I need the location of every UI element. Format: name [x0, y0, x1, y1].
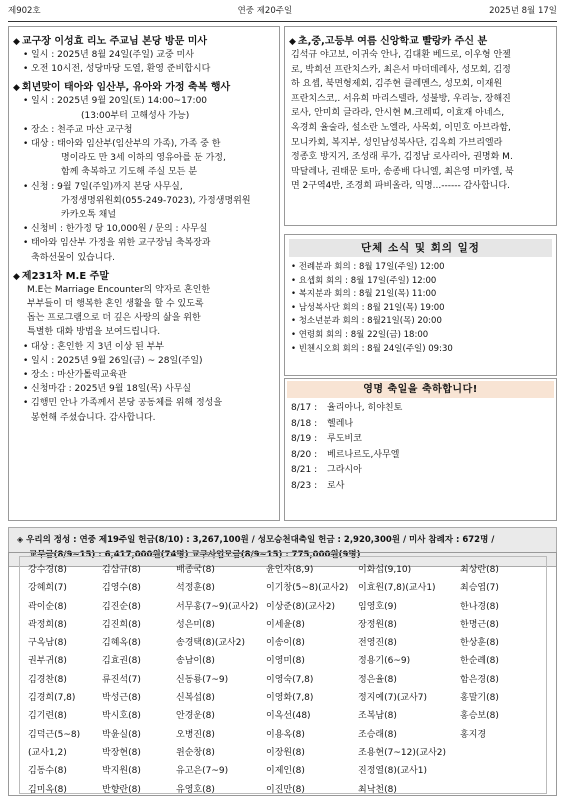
summer-school-donors-box: [284, 26, 557, 226]
list-item: • 태아와 임산부 가정을 위한 교구장님 축복장과 축하선물이 있습니다.: [23, 236, 275, 264]
list-item: • 대상 : 태아와 임산부(임산부의 가족), 가족 중 한 명이라도 만 3세 이하의 영유아를 둔 가정, 함께 축복하고 기도해 주실 모든 분: [23, 137, 275, 180]
list-item: • 김행민 안나 가족께서 본당 공동체를 위해 정성을 봉헌해 주셨습니다. 감사합니다.: [23, 396, 275, 424]
list-item: • 장소 : 마산가톨릭교육관: [23, 368, 275, 382]
diamond-icon: ◆: [13, 83, 20, 94]
donor-name: 이장원(8): [266, 747, 305, 758]
list-item: 8/23 : 로사: [291, 480, 345, 491]
diamond-icon: ◈: [17, 535, 24, 544]
donor-name: 오병진(8): [176, 729, 215, 740]
donor-name: 정은율(8): [358, 674, 397, 685]
donor-name: 박성근(8): [102, 693, 141, 704]
list-item: 8/18 : 헬레나: [291, 418, 354, 429]
donor-table: [19, 556, 547, 794]
donor-name: 석정훈(8): [176, 583, 215, 594]
donor-name: 김미옥(8): [28, 784, 67, 795]
donor-name: 송경택(8)(교사2): [176, 638, 245, 649]
donor-column-6: [460, 561, 499, 744]
list-item: • 일시 : 2025년 8월 24일(주일) 교중 미사: [23, 48, 275, 62]
list-item: • 일시 : 2025년 9월 26일(금) ~ 28일(주일): [23, 354, 275, 368]
list-item: • 요셉회 회의 : 8월 17일(주일) 12:00: [291, 275, 556, 289]
donor-name: 이효원(7,8)(교사1): [358, 583, 436, 594]
donor-name: 한상훈(8): [460, 638, 499, 649]
donor-name: 조용현(7~12)(교사2): [358, 747, 446, 758]
donor-name: 김경희(7,8): [28, 693, 76, 704]
donor-column-3: [176, 561, 258, 799]
me-weekend-list: [13, 340, 275, 425]
donor-name: 곽이순(8): [28, 601, 67, 612]
donor-name: 송남이(8): [176, 656, 215, 667]
name-day-box: [284, 378, 557, 521]
diamond-icon: ◆: [289, 37, 296, 47]
donor-name: 김효권(8): [102, 656, 141, 667]
donor-name: 김혜옥(8): [102, 638, 141, 649]
right-column: [284, 26, 557, 521]
donor-name: 구옥남(8): [28, 638, 67, 649]
donor-name: 성은미(8): [176, 619, 215, 630]
list-item: • 청소년분과 회의 : 8월21일(목) 20:00: [291, 315, 556, 329]
donor-name: 배종국(8): [176, 565, 215, 575]
donor-name: 박윤실(8): [102, 729, 141, 740]
list-item: • 빈첸시오회 회의 : 8월 24일(주일) 09:30: [291, 343, 556, 357]
group-meetings-list: [285, 259, 556, 356]
donor-name: 정지예(7)(교사7): [358, 693, 427, 704]
list-item: • 신청 : 9월 7일(주일)까지 본당 사무실, 가정생명위원회(055-249-7023), 가정생명위원 카카오톡 채널: [23, 180, 275, 223]
section-summer-school-title: ◆ 초,중,고등부 여름 신앙학교 빨랑카 주신 분: [289, 36, 488, 47]
group-meetings-title: 단체 소식 및 회의 일정: [289, 239, 552, 257]
donor-name: 김경찬(8): [28, 674, 67, 685]
donor-name: 임영호(9): [358, 601, 397, 612]
donor-name: 이제인(8): [266, 766, 305, 777]
list-item: • 신청마감 : 2025년 9월 18일(목) 사무실: [23, 382, 275, 396]
donor-column-1: [28, 561, 80, 799]
bishop-visit-list: [13, 48, 275, 76]
donor-name: 한순례(8): [460, 656, 499, 667]
me-description: M.E는 Marriage Encounter의 약자로 혼인한 부부들이 더 행복한 혼인 생활을 할 수 있도록 돕는 프로그램으로 더 깊은 사랑의 삶을 위한 특별한 대화 방법을 보여드립니다.: [27, 284, 211, 338]
donor-name: 박장현(8): [102, 747, 141, 758]
donor-name: 곽정희(8): [28, 619, 67, 630]
donor-name: 신동룡(7~9): [176, 674, 229, 685]
list-item: 8/20 : 베르나르도,사무엘: [291, 449, 400, 460]
diamond-icon: ◆: [13, 271, 20, 282]
donor-name: 함은경(8): [460, 674, 499, 685]
donor-name: 김영수(8): [102, 583, 141, 594]
list-item: • 전례분과 회의 : 8월 17일(주일) 12:00: [291, 261, 556, 275]
liturgical-week: 연중 제20주일: [237, 6, 293, 16]
donor-name: 이세윤(8): [266, 619, 305, 630]
donor-name: 이기창(5~8)(교사2): [266, 583, 349, 594]
donor-name: 이진만(8): [266, 784, 305, 795]
donor-name: 최낙천(8): [358, 784, 397, 795]
list-item: • 장소 : 천주교 마산 교구청: [23, 123, 275, 137]
donor-name: 박지원(8): [102, 766, 141, 777]
donor-name: 이용옥(8): [266, 729, 305, 740]
list-item: • 일시 : 2025년 9월 20일(토) 14:00~17:00 (13:00부터 고해성사 가능): [23, 94, 275, 122]
donor-name: 장정원(8): [358, 619, 397, 630]
donor-name: 이상준(8)(교사2): [266, 601, 335, 612]
donor-name: 권부귀(8): [28, 656, 67, 667]
parish-dues-donors-box: [8, 552, 557, 796]
header-divider: [8, 21, 557, 22]
donor-name: 진정열(8)(교사1): [358, 766, 427, 777]
donor-column-4: [266, 561, 348, 799]
donor-name: 김진희(8): [102, 619, 141, 630]
donor-name: 서무홍(7~9)(교사2): [176, 601, 259, 612]
name-day-list: [285, 401, 556, 495]
list-item: 8/17 : 율리아나, 히야친토: [291, 403, 403, 413]
donor-name: 최상란(8): [460, 565, 499, 575]
list-item: • 대상 : 혼인한 지 3년 이상 된 부부: [23, 340, 275, 354]
donor-name: 이영숙(7,8): [266, 674, 314, 685]
group-meetings-box: [284, 234, 557, 376]
issue-number: 제902호: [8, 6, 41, 16]
donor-name: 이송이(8): [266, 638, 305, 649]
donor-name: 이영화(7,8): [266, 693, 314, 704]
donor-name: 윤인자(8,9): [266, 565, 314, 575]
donor-name: 김동수(8): [28, 766, 67, 777]
blessing-event-list: [13, 94, 275, 264]
donor-name: 안경운(8): [176, 711, 215, 722]
section-me-weekend-title: ◆ 제231차 M.E 주말: [13, 270, 109, 282]
bulletin-header: [8, 4, 557, 20]
donor-name: 이옥선(48): [266, 711, 311, 722]
left-column: [8, 26, 280, 521]
donor-name: 김삼규(8): [102, 565, 141, 575]
summer-school-donor-names: 김석규 야고보, 이귀숙 안나, 김대환 베드로, 이우형 안젤 로, 박희선 프란치스카, 최은서 마더데레사, 성모회, 김정 하 요셉, 북면형제회, 김주현 클레멘스, 성모회, 이재원 프란치스코,. 서유희 마리스텔라, 성불방, 우리능, 장해진 로사, 안미희 글라라, 안시현 M.크레띠, 이효재 아네스, 옥경희 율술라, 설소란 노엘라, 사목회, 이민호 아브라함, 모니카회, 복지부, 성인남성복사단, 김옥희 가브리엘라 정종호 방지거, 조성래 루가, 김정남 로사리아, 권명화 M. 막달레나, 권태문 토마, 송종배 다니엘, 최은영 미카엘, 북 면 2구역4반, 조경희 파비올라, 익명...------ 감사합니다.: [291, 50, 514, 192]
donor-name: 홍승보(8): [460, 711, 499, 722]
donor-name: 강수경(8): [28, 565, 67, 575]
section-bishop-visit-title: ◆ 교구장 이성효 리노 주교님 본당 방문 미사: [13, 36, 208, 47]
donor-name: 최승엽(7): [460, 583, 499, 594]
donor-name: 유영호(8): [176, 784, 215, 795]
donor-name: 박시호(8): [102, 711, 141, 722]
donor-name: 김덕근(5~8): [28, 729, 81, 740]
offering-line-1: 우리의 정성 : 연중 제19주일 헌금(8/10) : 3,267,100원 / 성모승천대축일 헌금 : 2,920,300원 / 미사 참례자 : 672명 /: [26, 535, 495, 545]
donor-name: 류진석(7): [102, 674, 141, 685]
offering-line-2: 교무금(8/9~15) : 6,417,000원(74명) 교구사업모금(8/9~15) : 775,000원(9명): [29, 550, 361, 560]
donor-name: 한명근(8): [460, 619, 499, 630]
name-day-title: 영명 축일을 축하합니다!: [287, 381, 554, 398]
donor-column-5: [358, 561, 446, 799]
list-item: • 신청비 : 한가정 당 10,000원 / 문의 : 사무실: [23, 222, 275, 236]
donor-name: 정용기(6~9): [358, 656, 411, 667]
diamond-icon: ◆: [13, 37, 20, 47]
list-item: 8/21 : 그라시아: [291, 465, 362, 476]
list-item: • 남성복사단 회의 : 8월 21일(목) 19:00: [291, 302, 556, 316]
donor-name: 홍말기(8): [460, 693, 499, 704]
donor-name: 조승래(8): [358, 729, 397, 740]
donor-name: 유고은(7~9): [176, 766, 229, 777]
bulletin-date: 2025년 8월 17일: [489, 6, 557, 16]
donor-name: 홍지경: [460, 729, 487, 740]
list-item: • 복지분과 회의 : 8월 21일(목) 11:00: [291, 288, 556, 302]
donor-name: 한나경(8): [460, 601, 499, 612]
list-item: 8/19 : 루도비코: [291, 434, 362, 445]
donor-name: 김기련(8): [28, 711, 67, 722]
donor-name: 윈순창(8): [176, 747, 215, 758]
donor-name: 이화섭(9,10): [358, 565, 412, 575]
donor-column-2: [102, 561, 141, 799]
list-item: • 연령회 회의 : 8월 22일(금) 18:00: [291, 329, 556, 343]
donor-name: (교사1,2): [28, 747, 67, 758]
donor-name: 조복남(8): [358, 711, 397, 722]
donor-name: 김진순(8): [102, 601, 141, 612]
donor-name: 강혜희(7): [28, 583, 67, 594]
donor-name: 반향란(8): [102, 784, 141, 795]
section-blessing-event-title: ◆ 회년맞이 태아와 임산부, 유아와 가정 축복 행사: [13, 82, 231, 94]
donor-name: 전영진(8): [358, 638, 397, 649]
list-item: • 오전 10시전, 성당마당 도열, 환영 준비합시다: [23, 62, 275, 76]
donor-name: 신복섭(8): [176, 693, 215, 704]
donor-name: 이영미(8): [266, 656, 305, 667]
